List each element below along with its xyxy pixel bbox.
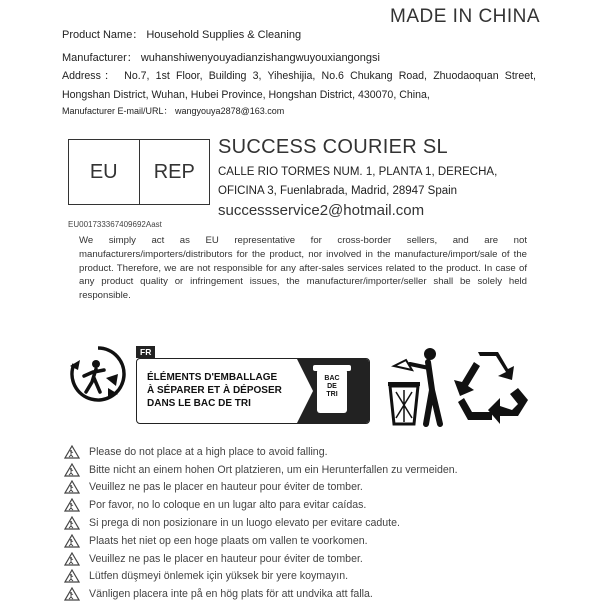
warning-row xyxy=(64,479,594,497)
warning-row xyxy=(64,496,594,514)
warning-triangle-icon xyxy=(64,534,80,548)
warning-text: Veuillez ne pas le placer en hauteur pour éviter de tomber. xyxy=(89,481,363,494)
warning-row xyxy=(64,532,594,550)
warning-row xyxy=(64,568,594,586)
eu-rep-email: successservice2@hotmail.com xyxy=(218,202,425,219)
warning-triangle-icon xyxy=(64,445,80,459)
eu-rep-code: EU001733367409692Aast xyxy=(68,220,162,229)
warning-text: Please do not place at a high place to avoid falling. xyxy=(89,445,328,458)
eu-rep-box xyxy=(68,139,210,205)
warning-row xyxy=(64,550,594,568)
fr-badge: FR xyxy=(136,346,155,358)
warning-text: Veuillez ne pas le placer en hauteur pour éviter de tomber. xyxy=(89,552,363,565)
warning-row xyxy=(64,514,594,532)
manufacturer: Manufacturer： wuhanshiwenyouyadianzishangwuyouxiangongsi xyxy=(62,52,380,64)
warning-triangle-icon xyxy=(64,516,80,530)
warnings-list xyxy=(64,443,594,603)
fr-sorting-text xyxy=(147,371,282,410)
disclaimer-text: We simply act as EU representative for cross-border sellers, and are not manufacturers/importers/distributors for the product, nor involved in the manufacture/import/sale of the product. Therefore, we are not responsible for any after-sales services related to the product. In case of any product quality or infringement issues, the manufacturer/importer/seller shall be solely held responsible. xyxy=(79,235,527,302)
warning-row xyxy=(64,461,594,479)
warning-triangle-icon xyxy=(64,480,80,494)
eu-rep-eu: EU xyxy=(89,160,118,183)
made-in-china-label: MADE IN CHINA xyxy=(390,6,541,27)
warning-text: Lütfen düşmeyi önlemek için yüksek bir yere koymayın. xyxy=(89,570,349,583)
fr-line-3: DANS LE BAC DE TRI xyxy=(147,398,251,409)
eu-rep-rep: REP xyxy=(139,140,210,204)
warning-text: Por favor, no lo coloque en un lugar alto para evitar caídas. xyxy=(89,499,367,512)
warning-row xyxy=(64,443,594,461)
product-name: Product Name： Household Supplies & Cleaning xyxy=(62,29,302,41)
bin-label: BAC DE TRI xyxy=(324,375,340,398)
manufacturer-address: Address： No.7, 1st Floor, Building 3, Yiheshijia, No.6 Chukang Road, Zhuodaoquan Street, Hongshan District, Wuhan, Hubei Province, Hongshan District, 430070, China, xyxy=(62,70,536,101)
fr-line-2: À SÉPARER ET À DÉPOSER xyxy=(147,385,282,396)
trash-bin-person-icon xyxy=(386,346,450,428)
warning-triangle-icon xyxy=(64,552,80,566)
warning-text: Bitte nicht an einem hohen Ort platzieren, um ein Herunterfallen zu vermeiden. xyxy=(89,463,458,476)
warning-triangle-icon xyxy=(64,569,80,583)
recycle-icon xyxy=(452,350,534,428)
warning-triangle-icon xyxy=(64,587,80,601)
eu-rep-address: CALLE RIO TORMES NUM. 1, PLANTA 1, DERECHA, OFICINA 3, Fuenlabrada, Madrid, 28947 Spain xyxy=(218,166,498,197)
eu-rep-company: SUCCESS COURIER SL xyxy=(218,136,448,158)
manufacturer-email: Manufacturer E-mail/URL： wangyouya2878@163.com xyxy=(62,106,285,116)
warning-triangle-icon xyxy=(64,463,80,477)
fr-line-1: ÉLÉMENTS D'EMBALLAGE xyxy=(147,372,278,383)
warning-text: Si prega di non posizionare in un luogo elevato per evitare cadute. xyxy=(89,517,400,530)
warning-row xyxy=(64,585,594,603)
warning-text: Plaats het niet op een hoge plaats om vallen te voorkomen. xyxy=(89,534,368,547)
warning-triangle-icon xyxy=(64,498,80,512)
warning-text: Vänligen placera inte på en hög plats för att undvika att falla. xyxy=(89,588,373,601)
fr-sorting-panel xyxy=(136,358,370,424)
triman-icon xyxy=(66,342,130,406)
